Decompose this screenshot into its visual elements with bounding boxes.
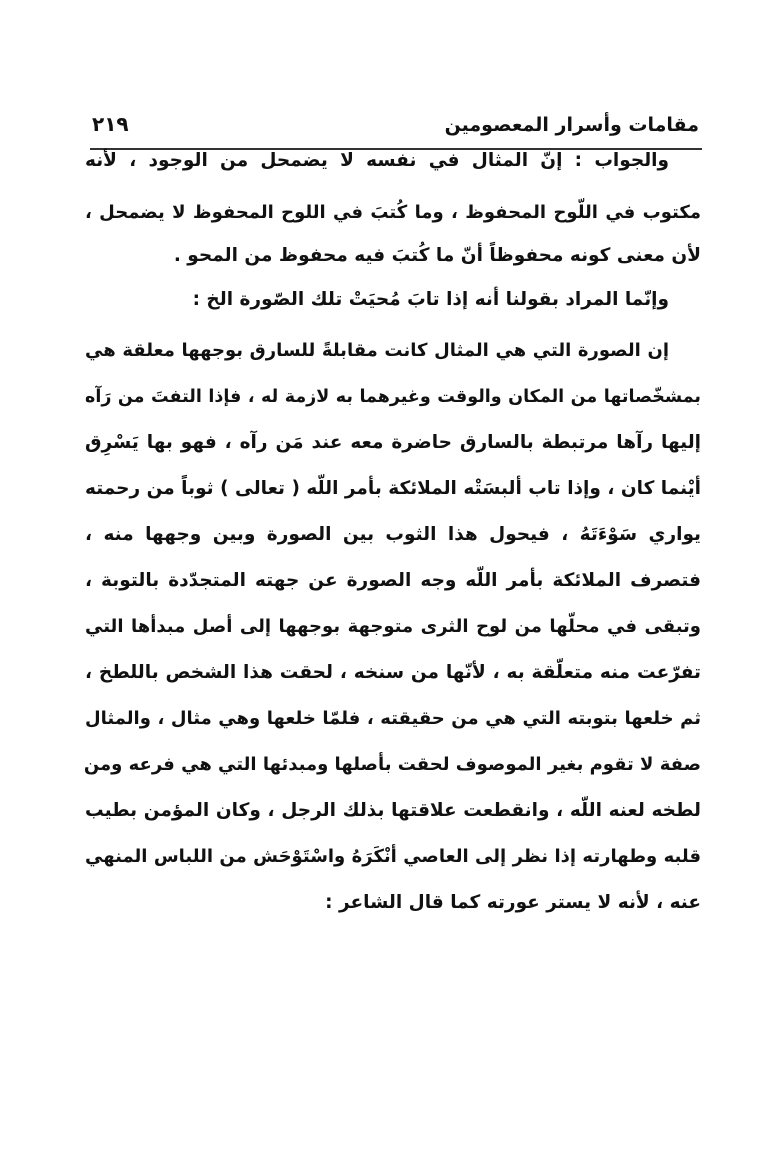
text-line: ثم خلعها بتوبته التي هي من حقيقته ، فلمّا خلعها وهي مثال ، والمثال [85, 708, 701, 729]
page-number: ٢١٩ [92, 112, 129, 136]
text-line: والجواب : إنّ المثال في نفسه لا يضمحل من الوجود ، لأنه [85, 150, 669, 171]
text-line: لأن معنى كونه محفوظاً أنّ ما كُتبَ فيه محفوظ من المحو . [173, 245, 701, 266]
text-line: أيْنما كان ، وإذا تاب ألبسَتْه الملائكة بأمر اللّه ( تعالى ) ثوباً من رحمته [85, 478, 701, 499]
text-line: يواري سَوْءَتَهُ ، فيحول هذا الثوب بين الصورة وبين وجهها منه ، [85, 524, 701, 545]
text-line: لطخه لعنه اللّه ، وانقطعت علاقتها بذلك الرجل ، وكان المؤمن بطيب [85, 800, 701, 821]
text-line: وإنّما المراد بقولنا أنه إذا تابَ مُحيَتْ تلك الصّورة الخ : [192, 289, 669, 310]
text-line: وتبقى في محلّها من لوح الثرى متوجهة بوجهها إلى أصل مبدأها التي [85, 616, 701, 637]
text-line: فتصرف الملائكة بأمر اللّه وجه الصورة عن جهته المتجدّدة بالتوبة ، [85, 570, 701, 591]
text-line: تفرّعت منه متعلّقة به ، لأنّها من سنخه ، لحقت هذا الشخص باللطخ ، [85, 662, 701, 683]
text-line: قلبه وطهارته إذا نظر إلى العاصي أنْكَرَهُ واسْتَوْحَش من اللباس المنهي [85, 846, 701, 867]
text-line: إليها رآها مرتبطة بالسارق حاضرة معه عند مَن رآه ، فهو بها يَسْرِق [85, 432, 701, 453]
text-line: عنه ، لأنه لا يستر عورته كما قال الشاعر : [325, 892, 701, 913]
running-title: مقامات وأسرار المعصومين [444, 114, 699, 136]
text-line: بمشخّصاتها من المكان والوقت وغيرهما به لازمة له ، فإذا التفتَ من رَآه [85, 387, 701, 407]
text-line: صفة لا تقوم بغير الموصوف لحقت بأصلها ومبدئها التي هي فرعه ومن [83, 754, 701, 775]
text-line: إن الصورة التي هي المثال كانت مقابلةً للسارق بوجهها معلقة هي [85, 340, 669, 361]
text-line: مكتوب في اللّوح المحفوظ ، وما كُتبَ في اللوح المحفوظ لا يضمحل ، [85, 202, 701, 223]
